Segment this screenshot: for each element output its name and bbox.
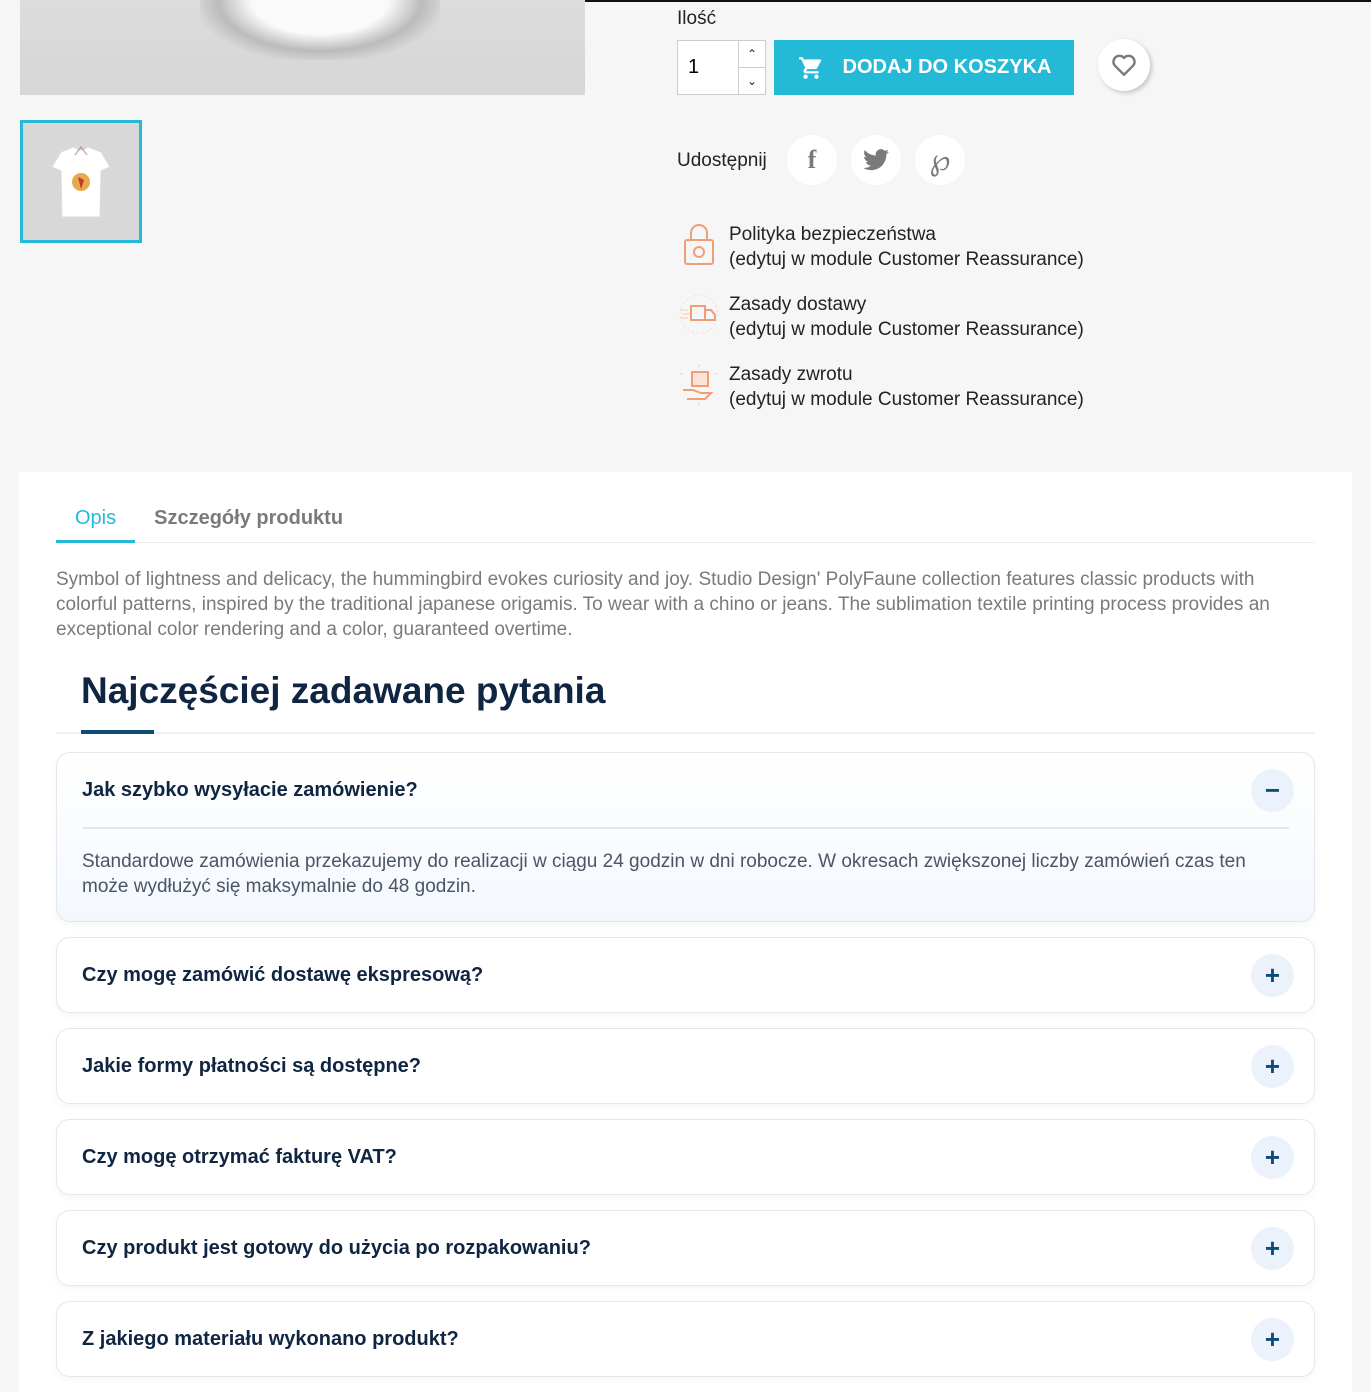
tab-description[interactable]: Opis bbox=[56, 502, 135, 543]
faq-question[interactable] bbox=[57, 1302, 1314, 1376]
return-package-icon bbox=[677, 362, 721, 406]
add-to-cart-button[interactable] bbox=[774, 40, 1074, 95]
faq-question-text: Z jakiego materiału wykonano produkt? bbox=[82, 1327, 459, 1350]
pinterest-share-button[interactable] bbox=[915, 135, 965, 185]
reassurance-returns bbox=[677, 362, 1084, 412]
faq-divider bbox=[56, 732, 1315, 734]
product-main-image bbox=[20, 0, 585, 95]
minus-icon[interactable]: − bbox=[1251, 769, 1294, 812]
reassurance-title: Polityka bezpieczeństwa bbox=[729, 224, 936, 245]
product-tabs-card bbox=[19, 472, 1352, 1392]
reassurance-delivery bbox=[677, 292, 1084, 342]
faq-question-text: Czy mogę otrzymać fakturę VAT? bbox=[82, 1145, 397, 1168]
faq-question-text: Czy mogę zamówić dostawę ekspresową? bbox=[82, 963, 484, 986]
reassurance-title: Zasady dostawy bbox=[729, 294, 867, 315]
chevron-up-icon[interactable]: ⌃ bbox=[746, 47, 758, 61]
heart-icon bbox=[1111, 53, 1137, 77]
faq-question[interactable] bbox=[57, 753, 1314, 827]
product-description: Symbol of lightness and delicacy, the hummingbird evokes curiosity and joy. Studio Design' PolyFaune collection features classic products with colorful patterns, inspired by the traditional japanese origamis. To wear with a chino or jeans. The sublimation textile printing process provides an exceptional color rendering and a color, guaranteed overtime. bbox=[56, 569, 1270, 640]
reassurance-title: Zasady zwrotu bbox=[729, 364, 853, 385]
reassurance-sub: (edytuj w module Customer Reassurance) bbox=[729, 319, 1084, 340]
faq-question[interactable] bbox=[57, 1120, 1314, 1194]
faq-question[interactable] bbox=[57, 1211, 1314, 1285]
pinterest-icon: ℘ bbox=[929, 143, 951, 177]
add-to-cart-label: DODAJ DO KOSZYKA bbox=[842, 56, 1052, 78]
faq-title-underline bbox=[81, 730, 154, 734]
reassurance-sub: (edytuj w module Customer Reassurance) bbox=[729, 249, 1084, 270]
faq-item bbox=[56, 752, 1315, 922]
faq-item bbox=[56, 937, 1315, 1013]
quantity-label: Ilość bbox=[677, 8, 717, 29]
product-thumbnail[interactable] bbox=[20, 120, 142, 243]
tab-product-details[interactable]: Szczegóły produktu bbox=[154, 507, 344, 529]
faq-question-text: Jakie formy płatności są dostępne? bbox=[82, 1054, 421, 1077]
faq-question[interactable] bbox=[57, 1029, 1314, 1103]
twitter-icon bbox=[863, 149, 889, 171]
plus-icon[interactable]: + bbox=[1251, 954, 1294, 997]
faq-question[interactable] bbox=[57, 938, 1314, 1012]
share-label: Udostępnij bbox=[677, 150, 767, 171]
facebook-share-button[interactable] bbox=[787, 135, 837, 185]
wishlist-button[interactable] bbox=[1098, 39, 1150, 91]
plus-icon[interactable]: + bbox=[1251, 1227, 1294, 1270]
tshirt-image bbox=[200, 0, 440, 60]
top-border bbox=[585, 0, 1371, 2]
faq-title: Najczęściej zadawane pytania bbox=[81, 670, 606, 711]
quantity-stepper[interactable] bbox=[677, 40, 766, 95]
faq-question-text: Czy produkt jest gotowy do użycia po rozpakowaniu? bbox=[82, 1236, 591, 1259]
lock-icon bbox=[677, 222, 721, 266]
tab-bar bbox=[56, 502, 1315, 543]
faq-item bbox=[56, 1028, 1315, 1104]
facebook-icon: f bbox=[807, 145, 817, 174]
twitter-share-button[interactable] bbox=[851, 135, 901, 185]
faq-question-text: Jak szybko wysyłacie zamówienie? bbox=[82, 778, 418, 801]
delivery-truck-icon bbox=[677, 292, 721, 336]
cart-icon bbox=[797, 55, 825, 81]
reassurance-security bbox=[677, 222, 1084, 272]
chevron-down-icon[interactable]: ⌄ bbox=[739, 67, 765, 94]
faq-item bbox=[56, 1119, 1315, 1195]
faq-item bbox=[56, 1210, 1315, 1286]
faq-answer: Standardowe zamówienia przekazujemy do realizacji w ciągu 24 godzin w dni robocze. W okresach zwiększonej liczby zamówień czas ten może wydłużyć się maksymalnie do 48 godzin. bbox=[82, 827, 1289, 921]
faq-item bbox=[56, 1301, 1315, 1377]
reassurance-sub: (edytuj w module Customer Reassurance) bbox=[729, 389, 1084, 410]
tshirt-thumbnail-icon bbox=[46, 137, 116, 227]
quantity-input[interactable] bbox=[678, 41, 738, 94]
plus-icon[interactable]: + bbox=[1251, 1136, 1294, 1179]
plus-icon[interactable]: + bbox=[1251, 1318, 1294, 1361]
plus-icon[interactable]: + bbox=[1251, 1045, 1294, 1088]
